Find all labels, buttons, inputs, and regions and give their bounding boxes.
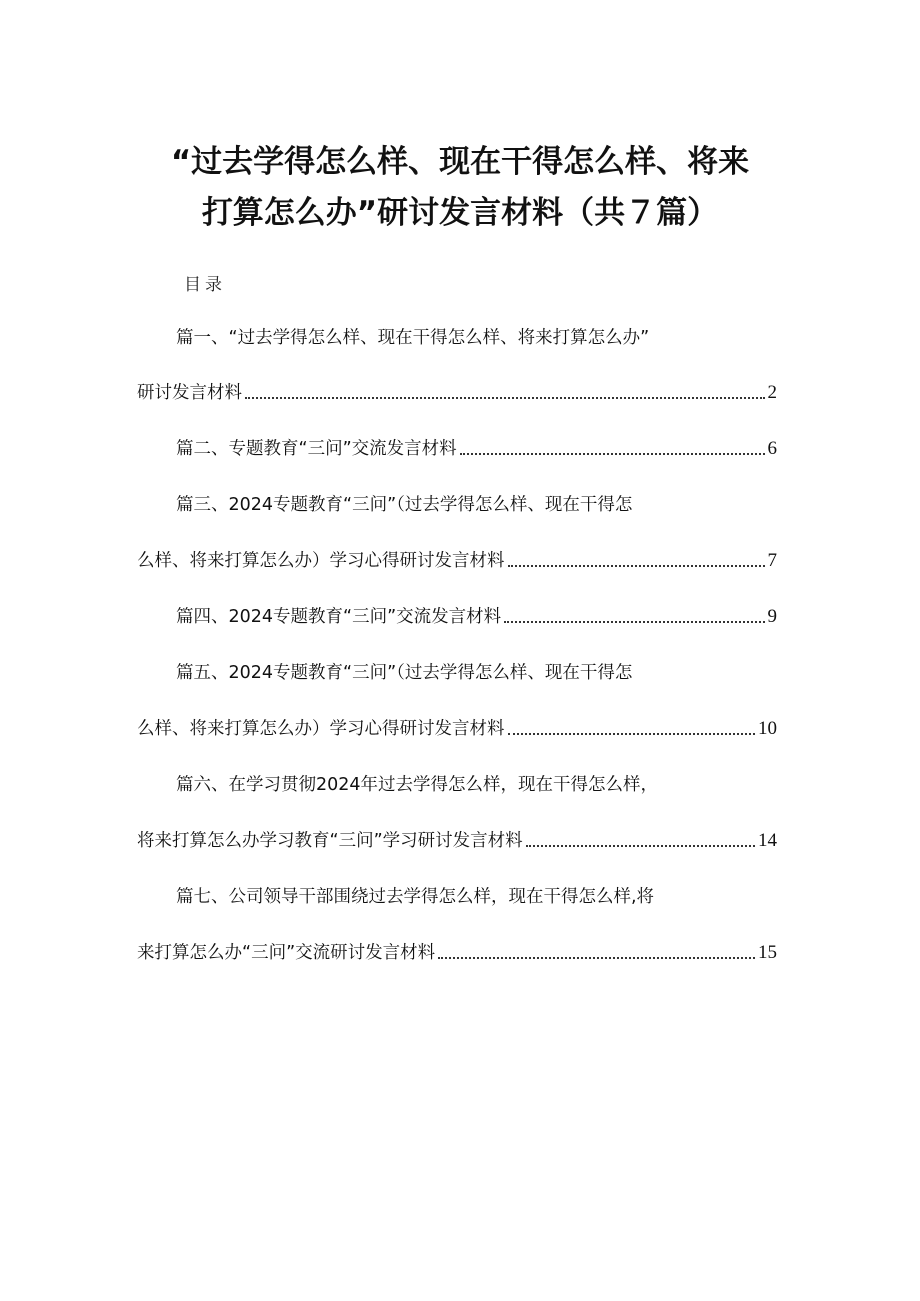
toc-entry-5-page-number: 10 [758, 718, 777, 739]
toc-entry-7-line-2[interactable] [137, 941, 777, 965]
toc-heading: 目录 [184, 275, 226, 295]
toc-entry-1-line-2[interactable] [137, 381, 777, 405]
toc-entry-6-page-number: 14 [758, 830, 777, 851]
document-title-line-1: “过去学得怎么样、现在干得怎么样、将来 [170, 144, 750, 180]
toc-entry-5-title-end: 么样、将来打算怎么办）学习心得研讨发言材料 [137, 719, 505, 739]
dot-leader [526, 845, 755, 847]
dot-leader [508, 733, 756, 735]
dot-leader [504, 621, 764, 623]
dot-leader [245, 397, 765, 399]
toc-entry-3-line-1[interactable]: 篇三、2024专题教育“三问”（过去学得怎么样、现在干得怎 [176, 495, 633, 515]
toc-entry-7-line-1[interactable]: 篇七、公司领导干部围绕过去学得怎么样，现在干得怎么样,将 [176, 887, 655, 907]
toc-entry-5-line-2[interactable] [137, 717, 777, 741]
toc-entry-7-title-end: 来打算怎么办“三问”交流研讨发言材料 [137, 943, 436, 963]
toc-entry-7-page-number: 15 [758, 942, 777, 963]
toc-entry-3-line-2[interactable] [137, 549, 777, 573]
toc-entry-4[interactable] [176, 605, 777, 629]
dot-leader [438, 957, 755, 959]
toc-entry-6-title-end: 将来打算怎么办学习教育“三问”学习研讨发言材料 [137, 831, 523, 851]
toc-entry-4-page-number: 9 [767, 606, 777, 627]
toc-entry-1-title-end: 研讨发言材料 [137, 383, 242, 403]
toc-entry-5-line-1[interactable]: 篇五、2024专题教育“三问”（过去学得怎么样、现在干得怎 [176, 663, 633, 683]
toc-entry-4-title: 篇四、2024专题教育“三问”交流发言材料 [176, 607, 502, 627]
toc-entry-2-title: 篇二、专题教育“三问”交流发言材料 [176, 439, 457, 459]
document-title-line-2: 打算怎么办”研讨发言材料（共７篇） [201, 195, 719, 231]
toc-entry-6-line-1[interactable]: 篇六、在学习贯彻2024年过去学得怎么样，现在干得怎么样， [176, 775, 659, 795]
toc-entry-6-line-2[interactable] [137, 829, 777, 853]
dot-leader [460, 453, 765, 455]
toc-entry-1-page-number: 2 [767, 382, 777, 403]
toc-entry-2[interactable] [176, 437, 777, 461]
toc-entry-2-page-number: 6 [767, 438, 777, 459]
dot-leader [508, 565, 765, 567]
toc-entry-1-line-1[interactable]: 篇一、“过去学得怎么样、现在干得怎么样、将来打算怎么办” [176, 328, 650, 348]
toc-entry-3-page-number: 7 [767, 550, 777, 571]
toc-entry-3-title-end: 么样、将来打算怎么办）学习心得研讨发言材料 [137, 551, 505, 571]
